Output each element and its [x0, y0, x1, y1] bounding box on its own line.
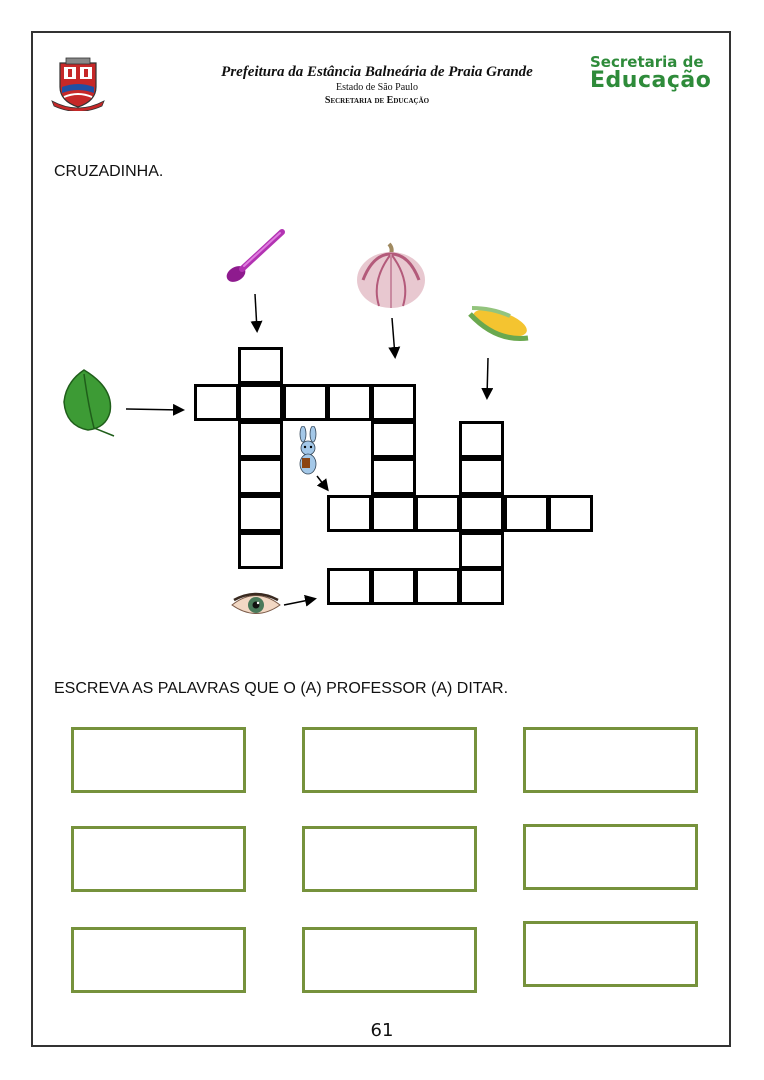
- answer-box[interactable]: [523, 824, 698, 890]
- crossword-cell[interactable]: [238, 532, 283, 569]
- answer-box[interactable]: [523, 921, 698, 987]
- crossword-cell[interactable]: [327, 495, 372, 532]
- crossword-cell[interactable]: [327, 568, 372, 605]
- crossword-cell[interactable]: [371, 568, 416, 605]
- crossword-cell[interactable]: [238, 384, 283, 421]
- crossword-cell[interactable]: [459, 568, 504, 605]
- answer-box[interactable]: [302, 927, 477, 993]
- crossword-cell[interactable]: [548, 495, 593, 532]
- crossword-cell[interactable]: [371, 458, 416, 495]
- answer-box[interactable]: [302, 826, 477, 892]
- answer-box[interactable]: [71, 727, 246, 793]
- crossword-cell[interactable]: [238, 421, 283, 458]
- crossword-cell[interactable]: [459, 421, 504, 458]
- crossword-cell[interactable]: [459, 532, 504, 569]
- answer-box[interactable]: [302, 727, 477, 793]
- crossword-cell[interactable]: [371, 384, 416, 421]
- crossword-cell[interactable]: [415, 568, 460, 605]
- state-label: Estado de São Paulo: [336, 82, 418, 93]
- crossword-cell[interactable]: [238, 495, 283, 532]
- activity-heading: CRUZADINHA.: [54, 163, 164, 180]
- education-logo-line1: Secretaria de: [590, 53, 704, 71]
- crossword-cell[interactable]: [194, 384, 239, 421]
- crossword-cell[interactable]: [504, 495, 549, 532]
- page-number: 61: [370, 1020, 394, 1041]
- crossword-cell[interactable]: [327, 384, 372, 421]
- education-logo-line2: Educação: [590, 68, 712, 93]
- crossword-cell[interactable]: [283, 384, 328, 421]
- crossword-cell[interactable]: [371, 495, 416, 532]
- crossword-cell[interactable]: [371, 421, 416, 458]
- crossword-cell[interactable]: [415, 495, 460, 532]
- crossword-cell[interactable]: [238, 347, 283, 384]
- answer-box[interactable]: [523, 727, 698, 793]
- crossword-cell[interactable]: [459, 458, 504, 495]
- secretariat-label: Secretaria de Educação: [324, 95, 430, 106]
- dictation-instruction: ESCREVA AS PALAVRAS QUE O (A) PROFESSOR (A) DITAR.: [54, 680, 509, 697]
- crossword-cell[interactable]: [459, 495, 504, 532]
- crossword-cell[interactable]: [238, 458, 283, 495]
- answer-box[interactable]: [71, 826, 246, 892]
- municipality-title: Prefeitura da Estância Balneária de Praia Grande: [221, 64, 533, 80]
- answer-box[interactable]: [71, 927, 246, 993]
